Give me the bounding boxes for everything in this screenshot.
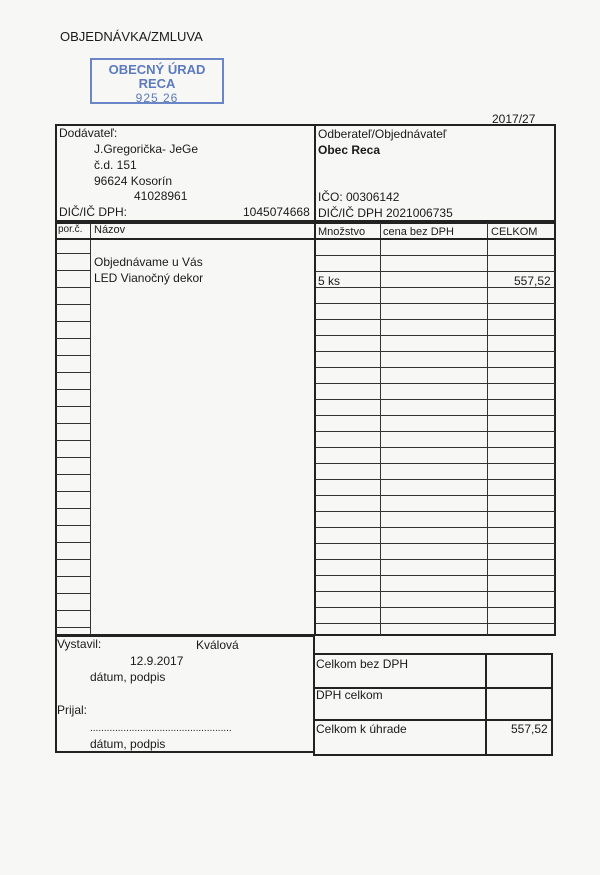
por-row-line <box>56 372 90 373</box>
value-row-line <box>316 383 555 384</box>
customer-ico: IČO: 00306142 <box>318 190 400 204</box>
por-row-line <box>56 457 90 458</box>
item-quantity: 5 ks <box>318 274 341 288</box>
stamp-line2: RECA <box>138 76 176 91</box>
col-sep-mnozstvo <box>380 223 381 635</box>
value-row-line <box>316 527 555 528</box>
celkom-bez-dph-label: Celkom bez DPH <box>316 657 409 671</box>
por-row-line <box>56 440 90 441</box>
value-row-line <box>316 399 555 400</box>
value-row-line <box>316 623 555 624</box>
por-row-line <box>56 253 90 254</box>
document-title: OBJEDNÁVKA/ZMLUVA <box>60 29 203 44</box>
prijal-label: Prijal: <box>57 703 88 717</box>
item-name: LED Vianočný dekor <box>94 271 204 285</box>
datum-podpis-2: dátum, podpis <box>90 737 166 751</box>
value-row-line <box>316 271 555 272</box>
por-row-line <box>56 474 90 475</box>
supplier-city: 96624 Kosorín <box>94 174 173 188</box>
por-row-line <box>56 593 90 594</box>
value-row-line <box>316 303 555 304</box>
stamp-line3: 925 26 <box>135 91 179 105</box>
celkom-k-uhrade-value: 557,52 <box>511 722 548 736</box>
por-row-line <box>56 576 90 577</box>
stamp-line1: OBECNÝ ÚRAD <box>108 62 206 77</box>
intro-text: Objednávame u Vás <box>94 255 203 269</box>
customer-label: Odberateľ/Objednávateľ <box>318 127 447 141</box>
col-sep-cena <box>487 223 488 635</box>
value-row-line <box>316 463 555 464</box>
vystavil-name: Kválová <box>196 638 239 652</box>
header-celkom: CELKOM <box>491 226 538 238</box>
value-row-line <box>316 511 555 512</box>
value-row-line <box>316 351 555 352</box>
por-row-line <box>56 270 90 271</box>
supplier-ico: 41028961 <box>134 189 188 203</box>
por-row-line <box>56 355 90 356</box>
value-row-line <box>316 559 555 560</box>
supplier-street: č.d. 151 <box>94 158 137 172</box>
header-mnozstvo: Množstvo <box>318 226 366 238</box>
value-row-line <box>316 335 555 336</box>
value-row-line <box>316 495 555 496</box>
dph-celkom-label: DPH celkom <box>316 688 383 702</box>
col-sep-por <box>90 223 91 635</box>
por-row-line <box>56 559 90 560</box>
value-row-line <box>316 431 555 432</box>
item-total: 557,52 <box>514 274 551 288</box>
por-row-line <box>56 423 90 424</box>
signature-box <box>55 635 315 753</box>
por-row-line <box>56 508 90 509</box>
value-row-line <box>316 447 555 448</box>
header-nazov: Názov <box>94 224 126 236</box>
value-row-line <box>316 543 555 544</box>
por-row-line <box>56 304 90 305</box>
por-row-line <box>56 321 90 322</box>
supplier-dic: 1045074668 <box>243 205 310 219</box>
por-row-line <box>56 542 90 543</box>
value-row-line <box>316 479 555 480</box>
por-row-line <box>56 491 90 492</box>
issue-date: 12.9.2017 <box>130 654 184 668</box>
celkom-k-uhrade-label: Celkom k úhrade <box>316 722 407 736</box>
value-row-line <box>316 575 555 576</box>
header-por: por.č. <box>58 224 83 235</box>
order-number: 2017/27 <box>492 112 536 126</box>
col-sep-nazov <box>314 223 316 635</box>
office-stamp <box>90 58 224 104</box>
supplier-label: Dodávateľ: <box>59 126 118 140</box>
vystavil-label: Vystavil: <box>57 637 102 651</box>
table-header-line <box>56 238 555 240</box>
por-row-line <box>56 338 90 339</box>
customer-name: Obec Reca <box>318 143 381 157</box>
por-row-line <box>56 610 90 611</box>
value-row-line <box>316 319 555 320</box>
por-row-line <box>56 406 90 407</box>
signature-dots: ................................................... <box>90 723 232 734</box>
supplier-name: J.Gregorička- JeGe <box>94 142 199 156</box>
value-row-line <box>316 415 555 416</box>
customer-dic: DIČ/IČ DPH 2021006735 <box>318 206 453 220</box>
value-row-line <box>316 591 555 592</box>
por-row-line <box>56 389 90 390</box>
totals-row-sep-2 <box>314 719 552 721</box>
value-row-line <box>316 367 555 368</box>
totals-col-sep <box>485 654 487 755</box>
header-cena: cena bez DPH <box>383 226 454 238</box>
value-row-line <box>316 607 555 608</box>
datum-podpis-1: dátum, podpis <box>90 670 166 684</box>
por-row-line <box>56 525 90 526</box>
por-row-line <box>56 287 90 288</box>
value-row-line <box>316 255 555 256</box>
por-row-line <box>56 627 90 628</box>
supplier-dic-label: DIČ/IČ DPH: <box>59 205 128 219</box>
